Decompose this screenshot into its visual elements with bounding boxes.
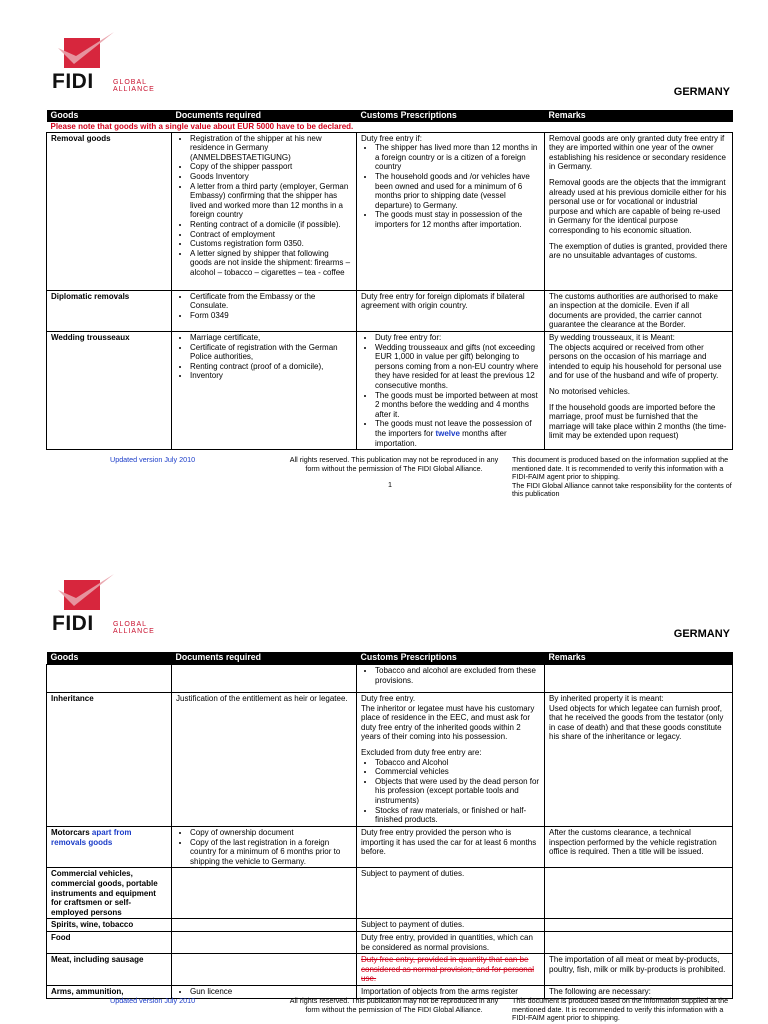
cell-customs: Duty free entry, provided in quantity that can be considered as normal provision, and for personal use. — [357, 954, 545, 986]
cell-remarks: The importation of all meat or meat by-products, poultry, fish, milk or milk by-products is prohibited. — [545, 954, 733, 986]
customs-excluded: Excluded from duty free entry are: — [361, 747, 482, 757]
cell-customs: Duty free entry, provided in quantities, which can be considered as normal provisions. — [357, 931, 545, 953]
list-item: • Certificate of registration with the German Police authorities, — [190, 343, 352, 362]
cell-remarks — [545, 931, 733, 953]
cell-customs — [357, 665, 545, 693]
country-title: GERMANY — [673, 86, 730, 98]
country-title: GERMANY — [673, 628, 730, 640]
list-item: • Marriage certificate, — [190, 333, 352, 343]
cell-customs — [357, 693, 545, 827]
cell-documents — [172, 919, 357, 932]
list-item: • Renting contract of a domicile (if possible). — [190, 220, 352, 230]
value-notice: Please note that goods with a single value about EUR 5000 have to be declared. — [50, 122, 354, 131]
cell-customs: Subject to payment of duties. — [357, 919, 545, 932]
cell-goods: Spirits, wine, tobacco — [47, 919, 172, 932]
cell-customs: Importation of objects from the arms register — [357, 985, 545, 998]
cell-documents: Justification of the entitlement as heir or legatee. — [172, 693, 357, 827]
footer-note — [512, 456, 734, 499]
cell-documents — [172, 290, 357, 331]
cell-customs — [357, 132, 545, 290]
cell-documents — [172, 132, 357, 290]
list-item: • A letter from a third party (employer, German Embassy) confirming that the shipper has lived and worked more than 12 months in a foreign country — [190, 182, 352, 220]
list-item — [375, 419, 540, 448]
list-item: • Customs registration form 0350. — [190, 239, 352, 249]
cell-remarks — [545, 665, 733, 693]
footer-rights: All rights reserved. This publication may not be reproduced in any form without the permission of The FIDI Global Alliance. — [289, 996, 499, 1014]
footer-note — [512, 997, 734, 1023]
logo-wordmark: FIDI — [52, 70, 94, 93]
list-item: • Stocks of raw materials, or finished or half-finished products. — [375, 806, 540, 825]
header-remarks: Remarks — [545, 652, 733, 665]
cell-goods: Arms, ammunition, — [47, 985, 172, 998]
list-item: • Renting contract (proof of a domicile), — [190, 362, 352, 372]
customs-intro: Duty free entry if: — [361, 133, 422, 143]
list-item: • Certificate from the Embassy or the Consulate. — [190, 292, 352, 311]
list-item: • Form 0349 — [190, 311, 352, 321]
header-documents: Documents required — [172, 652, 357, 665]
list-item: • The goods must be imported between at most 2 months before the wedding and 4 months after it. — [375, 391, 540, 420]
notice-row — [47, 122, 733, 132]
list-item: • Gun licence — [190, 987, 352, 997]
page-number: 1 — [388, 480, 392, 489]
remark-paragraph: The exemption of duties is granted, provided there are no unsuitable advantages of customs. — [549, 241, 728, 261]
table-row — [47, 693, 733, 827]
cell-goods: Meat, including sausage — [47, 954, 172, 986]
fidi-logo — [52, 30, 162, 96]
table-row — [47, 931, 733, 953]
logo-tagline: GLOBAL ALLIANCE — [113, 621, 155, 635]
cell-remarks — [545, 868, 733, 919]
list-item: • The household goods and /or vehicles have been owned and used for a minimum of 6 months prior to shipping date (vessel departure) to Germany. — [375, 172, 540, 210]
list-item: • Commercial vehicles — [375, 767, 540, 777]
customs-table — [46, 652, 733, 999]
table-row — [47, 868, 733, 919]
list-item: • Copy of the last registration in a foreign country for a minimum of 6 months prior to shipping the vehicle to Germany. — [190, 838, 352, 867]
table-row — [47, 827, 733, 868]
table-row — [47, 331, 733, 449]
cell-remarks — [545, 132, 733, 290]
table-header — [47, 652, 733, 665]
cell-customs — [357, 331, 545, 449]
footer-updated: Updated version July 2010 — [110, 455, 196, 464]
cell-documents — [172, 868, 357, 919]
cell-customs: Subject to payment of duties. — [357, 868, 545, 919]
remark-paragraph: By wedding trousseaux, it is Meant: The objects acquired or received from other persons on the occasion of his marriage and intended to equip his household for personal use and for use of the husband and wife of property. — [549, 332, 722, 381]
list-item: • Objects that were used by the dead person for his profession (except portable tools and instruments) — [375, 777, 540, 806]
text-fragment: The goods must not leave the possession of the importers for — [375, 419, 532, 438]
cell-goods: Wedding trousseaux — [47, 331, 172, 449]
header-goods: Goods — [47, 110, 172, 122]
list-item: • A letter signed by shipper that following goods are not inside the shipment: firearms – alcohol – tobacco – cigarettes – tea - coffee — [190, 249, 352, 278]
list-item: • Duty free entry for: — [375, 333, 540, 343]
table-row — [47, 665, 733, 693]
footer-note-line: This document is produced based on the information supplied at the mentioned date. It is recommended to verify this information with a FIDI-FAIM agent prior to shipping. — [512, 996, 729, 1023]
cell-documents — [172, 827, 357, 868]
cell-remarks: After the customs clearance, a technical inspection performed by the vehicle registration office is required. Then a title will be issued. — [545, 827, 733, 868]
customs-table — [46, 110, 733, 450]
goods-label: Motorcars — [51, 828, 92, 837]
cell-documents — [172, 954, 357, 986]
header-goods: Goods — [47, 652, 172, 665]
list-item: • Wedding trousseaux and gifts (not exceeding EUR 1,000 in value per gift) belonging to persons coming from a non-EU country where they have resided for at least the previous 12 consecutive months. — [375, 343, 540, 391]
list-item: • The goods must stay in possession of the importers for 12 months after importation. — [375, 210, 540, 229]
header-remarks: Remarks — [545, 110, 733, 122]
cell-goods: Removal goods — [47, 132, 172, 290]
text-fragment: months after importation. — [375, 428, 507, 448]
list-item: • Tobacco and Alcohol — [375, 758, 540, 768]
cell-goods: Diplomatic removals — [47, 290, 172, 331]
cell-goods: Commercial vehicles, commercial goods, portable instruments and equipment for craftsmen or self-employed persons — [47, 868, 172, 919]
cell-documents — [172, 331, 357, 449]
remark-paragraph: If the household goods are imported before the marriage, proof must be furnished that the marriage will take place within 2 months (the time-limit may be extended upon request) — [549, 402, 727, 441]
cell-documents — [172, 931, 357, 953]
cell-documents — [172, 665, 357, 693]
table-header — [47, 110, 733, 122]
goods-label-highlight: apart from removals goods — [51, 828, 132, 847]
cell-remarks: By inherited property it is meant: Used objects for which legatee can furnish proof, that he received the goods from the testator (only in case of death) and that these goods constitute his share of the inheritance or legacy. — [545, 693, 733, 827]
cell-remarks — [545, 331, 733, 449]
footer-note-line: This document is produced based on the information supplied at the mentioned date. It is recommended to verify this information with a FIDI-FAIM agent prior to shipping. — [512, 455, 729, 482]
list-item: • Copy of the shipper passport — [190, 162, 352, 172]
footer-note-line: The FIDI Global Alliance cannot take responsibility for the contents of this publication — [512, 480, 732, 499]
logo-tagline: GLOBAL ALLIANCE — [113, 79, 155, 93]
cell-goods: Inheritance — [47, 693, 172, 827]
logo-wordmark: FIDI — [52, 612, 94, 635]
table-row — [47, 132, 733, 290]
table-row — [47, 919, 733, 932]
footer-updated: Updated version July 2010 — [110, 996, 196, 1005]
cell-customs: Duty free entry provided the person who is importing it has used the car for at least 6 months before. — [357, 827, 545, 868]
remark-paragraph: Removal goods are the objects that the immigrant already used at his previous domicile either for his personal use or for vocational or industrial purpose and which are capable of being re-used in Germany for the identical purpose corresponding to his economic situation. — [549, 177, 727, 235]
remark-paragraph: No motorised vehicles. — [549, 386, 630, 396]
cell-customs: Duty free entry for foreign diplomats if bilateral agreement with origin country. — [357, 290, 545, 331]
cell-goods — [47, 827, 172, 868]
page-2 — [0, 542, 768, 1024]
table-row — [47, 290, 733, 331]
list-item: • Tobacco and alcohol are excluded from these provisions. — [375, 666, 540, 685]
table-row — [47, 954, 733, 986]
header-customs: Customs Prescriptions — [357, 652, 545, 665]
list-item: • Inventory — [190, 371, 352, 381]
fidi-logo — [52, 572, 162, 638]
highlight-twelve: twelve — [435, 428, 460, 438]
list-item: • Copy of ownership document — [190, 828, 352, 838]
cell-goods: Food — [47, 931, 172, 953]
cell-remarks: The customs authorities are authorised to make an inspection at the domicile. Even if all documents are provided, the carrier cannot guarantee the clearance at the Border. — [545, 290, 733, 331]
list-item: • The shipper has lived more than 12 months in a foreign country or is a citizen of a foreign country — [375, 143, 540, 172]
customs-intro: Duty free entry. The inheritor or legatee must have his customary place of residence in the EEC, and must ask for duty free entry of the inherited goods within 2 years of their coming into his possession. — [361, 694, 535, 742]
header-customs: Customs Prescriptions — [357, 110, 545, 122]
remark-paragraph: Removal goods are only granted duty free entry if they are imported within one year of the owner establishing his residence or secondary residence in Germany. — [549, 133, 726, 172]
footer-rights: All rights reserved. This publication may not be reproduced in any form without the permission of The FIDI Global Alliance. — [289, 455, 499, 473]
header-documents: Documents required — [172, 110, 357, 122]
cell-remarks — [545, 919, 733, 932]
cell-goods — [47, 665, 172, 693]
list-item: • Contract of employment — [190, 230, 352, 240]
cell-remarks: The following are necessary: — [545, 985, 733, 998]
list-item: • Goods Inventory — [190, 172, 352, 182]
list-item: • Registration of the shipper at his new residence in Germany (ANMELDBESTAETIGUNG) — [190, 134, 352, 163]
